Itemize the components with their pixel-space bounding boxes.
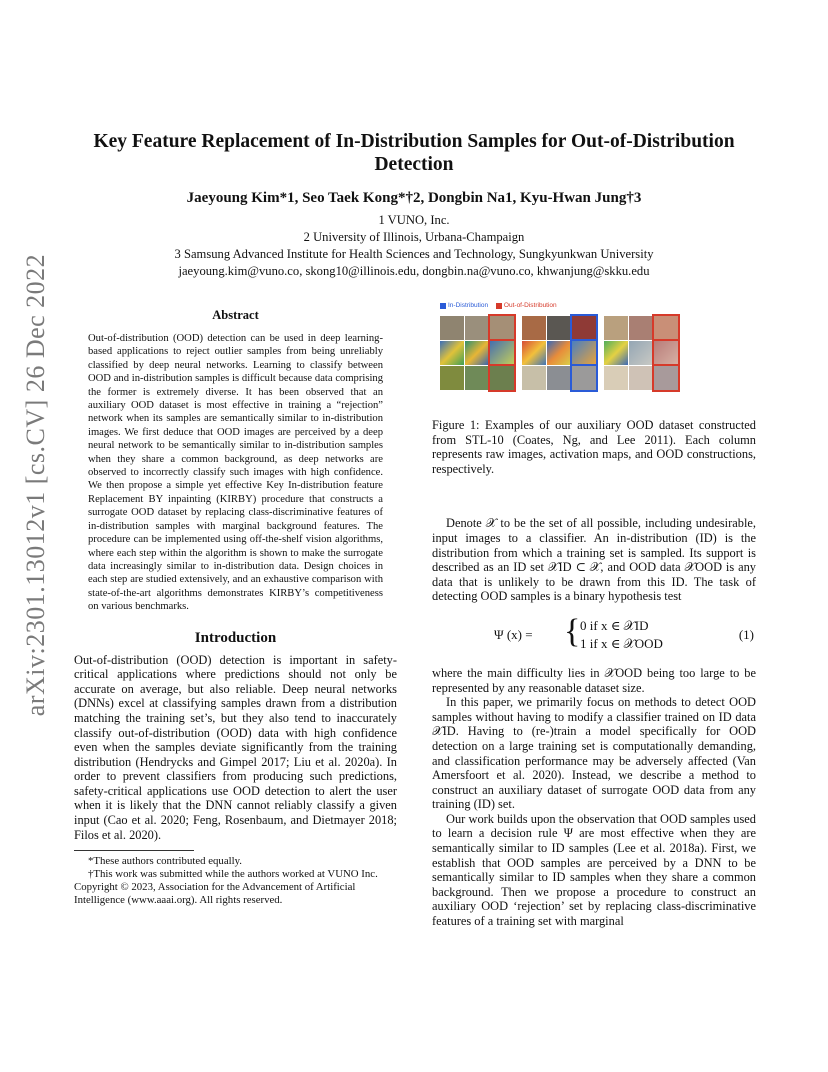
raw-image	[604, 316, 628, 340]
affiliation-3: 3 Samsung Advanced Institute for Health Sciences and Technology, Sungkyunkwan University	[174, 247, 654, 261]
paragraph-difficulty: where the main difficulty lies in 𝒳OOD being too large to be represented by any reasonable dataset size.	[432, 665, 756, 695]
figure-1	[432, 302, 755, 404]
in-distribution-image	[572, 316, 596, 340]
figure-caption: Figure 1: Examples of our auxiliary OOD dataset constructed from STL-10 (Coates, Ng, and Lee 2011). Each column represents raw images, activation maps, and OOD constructions, respectively.	[432, 418, 756, 476]
equation-number: (1)	[738, 626, 754, 642]
paragraph-observation: Our work builds upon the observation that OOD samples used to learn a decision rule Ψ are most effective when they are semantically similar to ID samples (Lee et al. 2018a). First, we establish that OOD samples are perceived by a DNN to be semantically similar to ID samples when they share a common background. Then we propose a procedure to construct an auxiliary OOD ‘rejection’ set by replacing class-discriminative features of a training set with marginal	[432, 811, 756, 929]
paragraph-focus: In this paper, we primarily focus on methods to detect OOD samples without having to modify a classifier trained on ID data 𝒳ID. Having to (re-)train a model specifically for OOD detection on a large training set is computationally demanding, and classification performance may be adversely affected (Van Amersfoort et al. 2020). Instead, we describe a method to construct an auxiliary dataset of surrogate OOD data from any training (ID) set.	[432, 695, 756, 812]
raw-image	[465, 366, 489, 390]
activation-map	[522, 341, 546, 365]
raw-image	[465, 316, 489, 340]
ood-construction	[490, 366, 514, 390]
title-line-1: Key Feature Replacement of In-Distribution Samples for Out-of-Distribution	[93, 131, 735, 152]
legend-ood-label: Out-of-Distribution	[503, 302, 557, 309]
abstract-text: Out-of-distribution (OOD) detection can be used in deep learning-based applications to reject outlier samples from being unreliably classified by deep neural networks. Learning to classify between OOD and in-distribution samples is difficult because data comprising the former is extremely diverse. It has been observed that an auxiliary OOD dataset is most effective in training a “rejection” network when its samples are semantically similar to in-distribution images. We first deduce that OOD images are perceived by a deep neural network to be semantically similar to in-distribution samples when they share a common background, as deep networks are observed to incorrectly classify such images with high confidence. We then propose a simple yet effective Key In-distribution feature Replacement BY inpainting (KIRBY) procedure that constructs a surrogate OOD dataset by replacing class-discriminative features of in-distribution samples with marginal background features. The procedure can be implemented using off-the-shelf vision algorithms, where each step within the algorithm is shown to make the surrogate data increasingly similar to in-distribution data. Design choices in each step are studied extensively, and an exhaustive comparison with state-of-the-art algorithms demonstrates KIRBY’s competitiveness on various benchmarks.	[88, 333, 383, 613]
ood-construction	[654, 366, 678, 390]
raw-image	[629, 366, 653, 390]
arxiv-identifier	[8, 253, 64, 717]
legend-id-label: In-Distribution	[448, 302, 489, 309]
affiliation-2: 2 University of Illinois, Urbana-Champaign	[303, 230, 525, 244]
raw-image	[440, 366, 464, 390]
author-emails: jaeyoung.kim@vuno.co, skong10@illinois.edu, dongbin.na@vuno.co, khwanjung@skku.edu	[178, 264, 650, 278]
raw-image	[440, 316, 464, 340]
abstract-heading: Abstract	[212, 308, 259, 322]
left-column	[74, 308, 397, 907]
in-distribution-image	[572, 366, 596, 390]
raw-image	[522, 316, 546, 340]
legend-ood-swatch	[496, 303, 502, 309]
ood-construction	[654, 341, 678, 365]
ood-construction	[490, 316, 514, 340]
figure-grid-left	[440, 316, 514, 390]
raw-image	[547, 316, 571, 340]
introduction-heading: Introduction	[194, 629, 277, 646]
ood-construction	[654, 316, 678, 340]
equation-case-1: 0 if x ∈ 𝒳ID	[580, 617, 649, 633]
equation-lhs: Ψ (x) =	[494, 626, 533, 642]
activation-map	[465, 341, 489, 365]
activation-map	[629, 341, 653, 365]
affiliation-1: 1 VUNO, Inc.	[378, 213, 450, 227]
paper-title	[70, 130, 758, 176]
ood-construction	[490, 341, 514, 365]
in-distribution-image	[572, 341, 596, 365]
footnote-vuno: †This work was submitted while the authors worked at VUNO Inc.	[88, 868, 378, 881]
activation-map	[440, 341, 464, 365]
paragraph-denote: Denote 𝒳 to be the set of all possible, including undesirable, input images to a classifier. An in-distribution (ID) is the distribution from which a training set is sampled. Its support is described as an ID set 𝒳ID ⊂ 𝒳, and OOD data 𝒳OOD is any data that is unlikely to be drawn from this ID. The task of detecting OOD samples is a binary hypothesis test	[432, 516, 756, 604]
equation-case-2: 1 if x ∈ 𝒳OOD	[580, 635, 663, 651]
equation-brace: {	[564, 612, 581, 650]
introduction-text: Out-of-distribution (OOD) detection is important in safety-critical applications where predictions should not only be accurate on average, but also reliable. Deep neural networks (DNNs) excel at classifying samples drawn from a distribution matching the training set’s, but they also tend to inaccurately classify out-of-distribution (OOD) data with high confidence even when the samples deviate significantly from the training distribution (Hendrycks and Gimpel 2017; Liu et al. 2020a). In order to prevent classifiers from producing such predictions, safety-critical applications use OOD detection to alert the user when it is likely that the DNN cannot reliably classify a given input (Cao et al. 2020; Feng, Rosenbaum, and Dietmayer 2018; Filos et al. 2020).	[74, 652, 397, 842]
figure-legend	[440, 302, 563, 314]
copyright-notice: Copyright © 2023, Association for the Advancement of Artificial Intelligence (www.aaai.org). All rights reserved.	[74, 881, 356, 907]
activation-map	[547, 341, 571, 365]
raw-image	[629, 316, 653, 340]
arxiv-identifier-text: arXiv:2301.13012v1 [cs.CV] 26 Dec 2022	[21, 253, 50, 717]
legend-id-swatch	[440, 303, 446, 309]
author-list: Jaeyoung Kim*1, Seo Taek Kong*†2, Dongbin Na1, Kyu-Hwan Jung†3	[186, 190, 642, 206]
figure-grid-right	[604, 316, 678, 390]
raw-image	[547, 366, 571, 390]
raw-image	[522, 366, 546, 390]
footnote-equal-contribution: *These authors contributed equally.	[88, 855, 243, 868]
equation-1	[432, 612, 756, 656]
figure-grid-middle	[522, 316, 596, 390]
raw-image	[604, 366, 628, 390]
activation-map	[604, 341, 628, 365]
footnote-rule	[74, 850, 194, 851]
right-column	[432, 302, 756, 929]
title-line-2: Detection	[374, 154, 454, 175]
